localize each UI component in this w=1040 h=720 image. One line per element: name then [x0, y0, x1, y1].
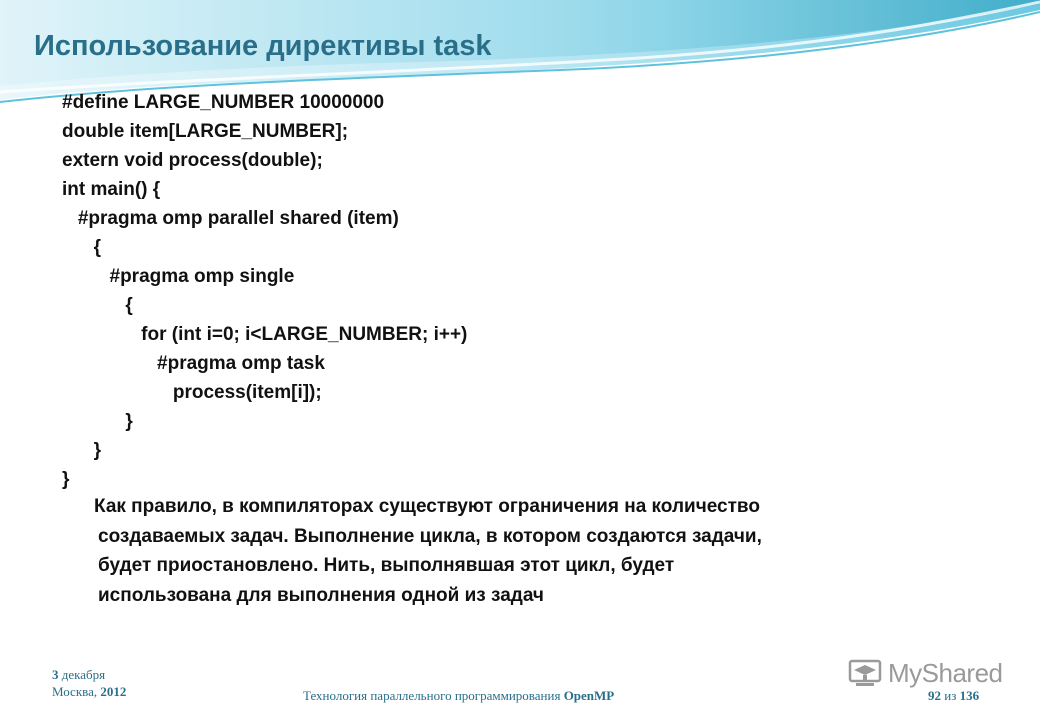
- footer-course-name: Технология параллельного программирования: [303, 688, 561, 703]
- watermark-logo: [848, 656, 1003, 690]
- code-line: #pragma omp task: [62, 353, 325, 374]
- code-line: }: [62, 440, 102, 461]
- code-line: {: [62, 237, 102, 258]
- watermark-text: MyShared: [888, 657, 1003, 688]
- mortarboard-icon: [848, 657, 882, 689]
- code-line: {: [62, 295, 133, 316]
- footer-course-tech: OpenMP: [563, 688, 615, 703]
- code-line: process(item[i]);: [62, 382, 322, 403]
- page-total: 136: [959, 688, 980, 703]
- explanation-paragraph: [94, 492, 978, 610]
- page-separator: из: [944, 688, 957, 703]
- code-line: }: [62, 469, 70, 490]
- code-line: extern void process(double);: [62, 150, 323, 171]
- page-current: 92: [928, 688, 941, 703]
- code-line: #pragma omp single: [62, 266, 295, 287]
- paragraph-line: Как правило, в компиляторах существуют ограничения на количество: [94, 496, 760, 517]
- paragraph-line: создаваемых задач. Выполнение цикла, в котором создаются задачи,: [98, 525, 762, 547]
- paragraph-line: использована для выполнения одной из задач: [98, 584, 544, 606]
- code-line: int main() {: [62, 179, 161, 200]
- footer-course: [303, 688, 614, 704]
- footer-year: 2012: [100, 684, 127, 699]
- slide-title: Использование директивы task: [34, 30, 492, 62]
- code-line: #pragma omp parallel shared (item): [62, 208, 399, 229]
- code-line: }: [62, 411, 133, 432]
- footer-city: Москва,: [52, 684, 98, 699]
- code-block: [62, 88, 467, 494]
- footer-page-number: [928, 688, 979, 704]
- footer-day: 3: [52, 667, 59, 682]
- code-line: double item[LARGE_NUMBER];: [62, 121, 349, 142]
- footer-month: декабря: [61, 667, 106, 682]
- footer-date: [52, 666, 126, 700]
- paragraph-line: будет приостановлено. Нить, выполнявшая этот цикл, будет: [98, 555, 675, 576]
- code-line: #define LARGE_NUMBER 10000000: [62, 92, 385, 113]
- code-line: for (int i=0; i<LARGE_NUMBER; i++): [62, 324, 468, 345]
